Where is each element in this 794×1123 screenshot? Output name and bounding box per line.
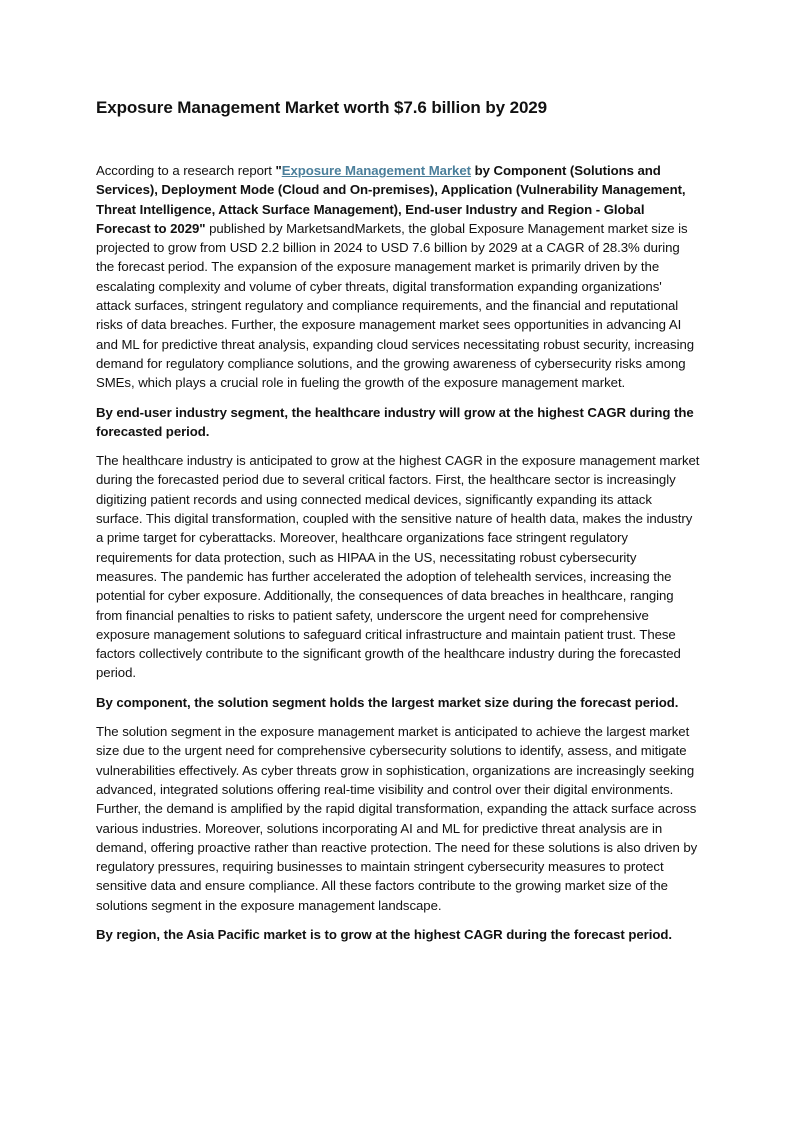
intro-paragraph	[96, 161, 700, 393]
intro-prefix: According to a research report	[96, 163, 276, 178]
section-heading-component: By component, the solution segment holds the largest market size during the forecast period.	[96, 694, 679, 710]
section-text-component: The solution segment in the exposure management market is anticipated to achieve the largest market size due to the urgent need for comprehensive cybersecurity solutions to identify, assess, and mitigate vulnerabilities effectively. As cyber threats grow in sophistication, organizations are increasingly seeking advanced, integrated solutions offering real-time visibility and control over their digital environments. Further, the demand is amplified by the rapid digital transformation, expanding the attack surface across various industries. Moreover, solutions incorporating AI and ML for predictive threat analysis are in demand, offering proactive rather than reactive protection. The need for these solutions is also driven by regulatory pressures, requiring businesses to maintain stringent cybersecurity measures to protect sensitive data and ensure compliance. All these factors contribute to the growing market size of the solutions segment in the exposure management landscape.	[96, 724, 698, 913]
section-heading-region: By region, the Asia Pacific market is to grow at the highest CAGR during the forecast period.	[96, 926, 672, 942]
section-heading-healthcare: By end-user industry segment, the healthcare industry will grow at the highest CAGR during the forecasted period.	[96, 404, 694, 439]
page-title: Exposure Management Market worth $7.6 billion by 2029	[96, 98, 548, 117]
report-title-rest: by Component (Solutions and Services), Deployment Mode (Cloud and On-premises), Application (Vulnerability Management, Threat Intelligence, Attack Surface Management), End-user Industry and Region - Global Forecast to 2029"	[96, 163, 686, 236]
report-quote-open: "	[275, 163, 282, 178]
section-text-healthcare: The healthcare industry is anticipated to grow at the highest CAGR in the exposure management market during the forecasted period due to several critical factors. First, the healthcare sector is increasingly digitizing patient records and using connected medical devices, significantly expanding its attack surface. This digital transformation, coupled with the sensitive nature of health data, makes the industry a prime target for cyberattacks. Moreover, healthcare organizations face stringent regulatory requirements for data protection, such as HIPAA in the US, necessitating robust cybersecurity measures. The pandemic has further accelerated the adoption of telehealth services, increasing the potential for cyber exposure. Additionally, the consequences of data breaches in healthcare, ranging from financial penalties to risks to patient safety, underscore the urgent need for comprehensive exposure management solutions to safeguard critical infrastructure and maintain patient trust. These factors collectively contribute to the significant growth of the healthcare industry during the forecasted period.	[96, 453, 700, 681]
intro-body: published by MarketsandMarkets, the global Exposure Management market size is projected to grow from USD 2.2 billion in 2024 to USD 7.6 billion by 2029 at a CAGR of 28.3% during the forecast period. The expansion of the exposure management market is primarily driven by the escalating complexity and volume of cyber threats, digital transformation expanding organizations' attack surfaces, stringent regulatory and compliance requirements, and the financial and reputational risks of data breaches. Further, the exposure management market sees opportunities in advancing AI and ML for predictive threat analysis, expanding cloud services necessitating robust security, increasing demand for regulatory compliance solutions, and the growing awareness of cybersecurity risks among SMEs, which plays a crucial role in fueling the growth of the exposure management market.	[96, 220, 695, 391]
document-body	[96, 161, 700, 954]
report-link[interactable]: Exposure Management Market	[281, 163, 471, 178]
